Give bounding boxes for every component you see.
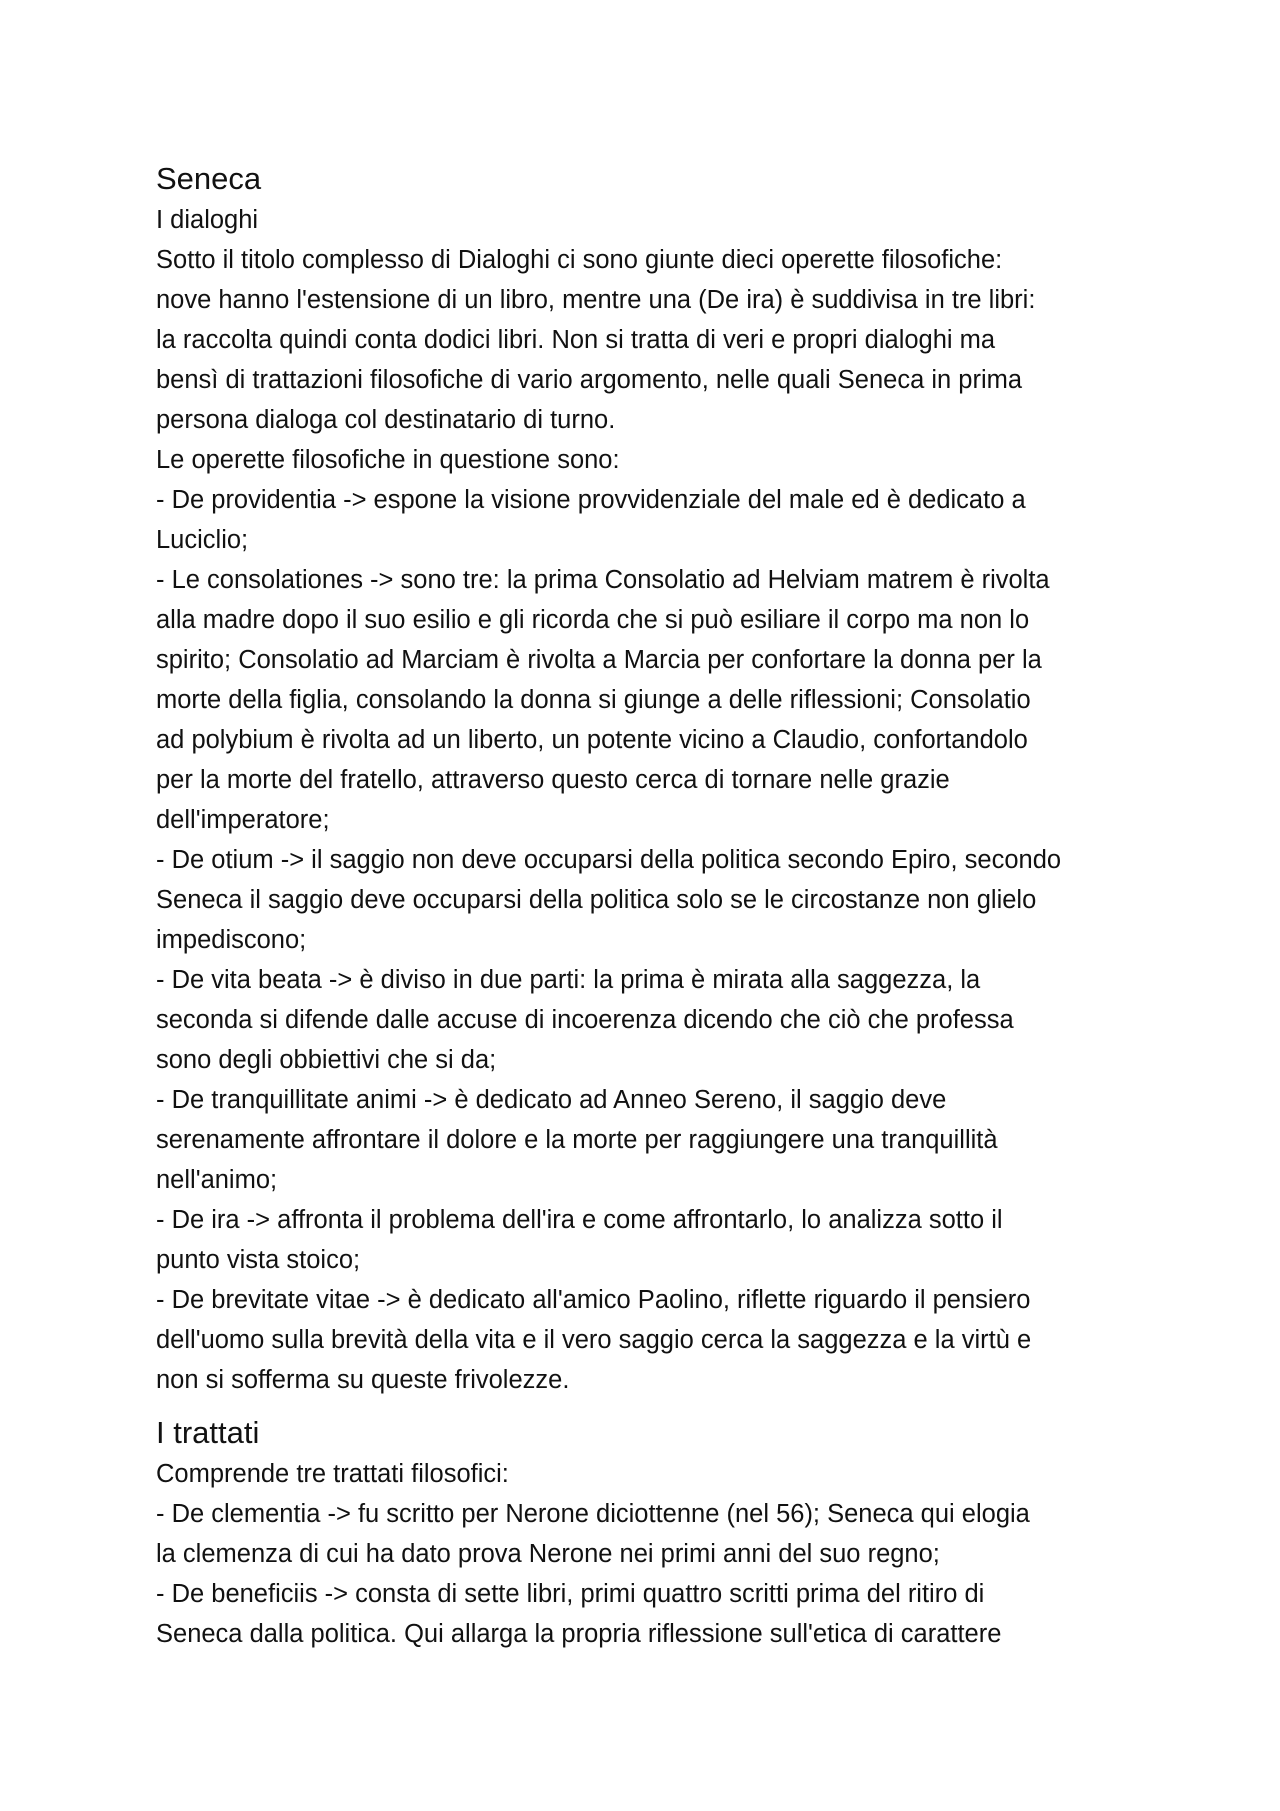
text-line: - De providentia -> espone la visione provvidenziale del male ed è dedicato a [156, 486, 1026, 514]
text-line: punto vista stoico; [156, 1246, 361, 1274]
section-heading: I trattati [156, 1415, 260, 1450]
text-line: Luciclio; [156, 526, 249, 554]
text-line: la clemenza di cui ha dato prova Nerone nei primi anni del suo regno; [156, 1540, 940, 1568]
section-spacer [156, 1400, 1136, 1412]
text-line: morte della figlia, consolando la donna si giunge a delle riflessioni; Consolatio [156, 686, 1031, 714]
text-line: Sotto il titolo complesso di Dialoghi ci sono giunte dieci operette filosofiche: [156, 246, 1003, 274]
text-line: Le operette filosofiche in questione sono: [156, 446, 620, 474]
text-line: - De ira -> affronta il problema dell'ira e come affrontarlo, lo analizza sotto il [156, 1206, 1003, 1234]
section-dialoghi [156, 200, 1136, 1400]
text-line: dell'uomo sulla brevità della vita e il vero saggio cerca la saggezza e la virtù e [156, 1326, 1032, 1354]
text-line: ad polybium è rivolta ad un liberto, un potente vicino a Claudio, confortandolo [156, 726, 1028, 754]
text-line: bensì di trattazioni filosofiche di vario argomento, nelle quali Seneca in prima [156, 366, 1023, 394]
text-line: - Le consolationes -> sono tre: la prima Consolatio ad Helviam matrem è rivolta [156, 566, 1050, 594]
text-line: - De vita beata -> è diviso in due parti: la prima è mirata alla saggezza, la [156, 966, 981, 994]
text-line: impediscono; [156, 926, 307, 954]
text-line: dell'imperatore; [156, 806, 330, 834]
text-line: - De clementia -> fu scritto per Nerone diciottenne (nel 56); Seneca qui elogia [156, 1500, 1030, 1528]
text-line: - De otium -> il saggio non deve occuparsi della politica secondo Epiro, secondo [156, 846, 1062, 874]
text-line: nove hanno l'estensione di un libro, mentre una (De ira) è suddivisa in tre libri: [156, 286, 1036, 314]
text-line: - De brevitate vitae -> è dedicato all'amico Paolino, riflette riguardo il pensiero [156, 1286, 1031, 1314]
text-line: seconda si difende dalle accuse di incoerenza dicendo che ciò che professa [156, 1006, 1014, 1034]
text-line: non si sofferma su queste frivolezze. [156, 1366, 570, 1394]
text-line: spirito; Consolatio ad Marciam è rivolta a Marcia per confortare la donna per la [156, 646, 1042, 674]
text-line: persona dialoga col destinatario di turno. [156, 406, 616, 434]
text-line: sono degli obbiettivi che si da; [156, 1046, 497, 1074]
text-line: - De beneficiis -> consta di sette libri, primi quattro scritti prima del ritiro di [156, 1580, 985, 1608]
document-page [156, 158, 1136, 1654]
text-line: la raccolta quindi conta dodici libri. Non si tratta di veri e propri dialoghi ma [156, 326, 996, 354]
text-line: nell'animo; [156, 1166, 278, 1194]
document-title: Seneca [156, 161, 262, 196]
text-line: Seneca dalla politica. Qui allarga la propria riflessione sull'etica di carattere [156, 1620, 1002, 1648]
text-line: Comprende tre trattati filosofici: [156, 1460, 509, 1488]
section-heading: I dialoghi [156, 206, 259, 234]
text-line: serenamente affrontare il dolore e la morte per raggiungere una tranquillità [156, 1126, 998, 1154]
text-line: - De tranquillitate animi -> è dedicato ad Anneo Sereno, il saggio deve [156, 1086, 947, 1114]
section-trattati [156, 1412, 1136, 1654]
text-line: alla madre dopo il suo esilio e gli ricorda che si può esiliare il corpo ma non lo [156, 606, 1030, 634]
text-line: Seneca il saggio deve occuparsi della politica solo se le circostanze non glielo [156, 886, 1037, 914]
text-line: per la morte del fratello, attraverso questo cerca di tornare nelle grazie [156, 766, 950, 794]
